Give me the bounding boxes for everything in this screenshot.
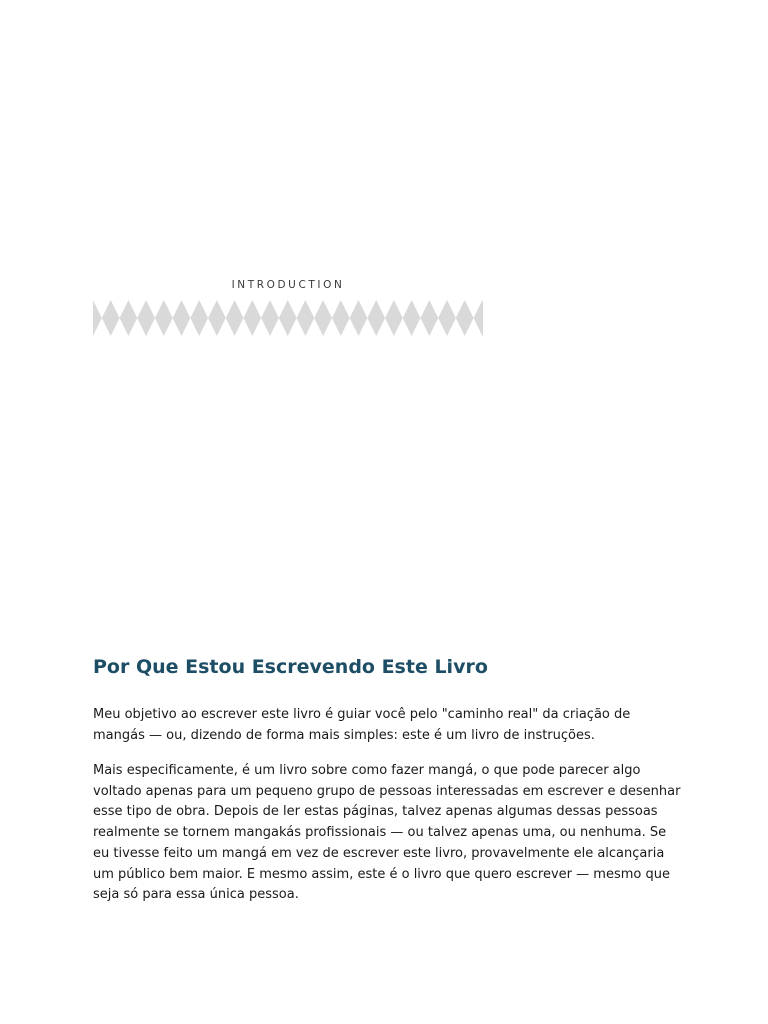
diamond-shape: [208, 300, 226, 336]
diamond-shape: [173, 300, 191, 336]
intro-paragraph-1: Meu objetivo ao escrever este livro é guiar você pelo "caminho real" da criação de mangás — ou, dizendo de forma mais simples: este é um livro de instruções.: [93, 707, 631, 743]
diamond-shape: [438, 300, 456, 336]
diamond-shape: [190, 300, 208, 336]
diamond-shape: [279, 300, 297, 336]
diamond-shape: [314, 300, 332, 336]
section-title: Por Que Estou Escrevendo Este Livro: [93, 656, 488, 678]
diamond-shape: [155, 300, 173, 336]
diamond-shape: [93, 300, 102, 336]
diamond-shape: [120, 300, 138, 336]
diamond-shape: [137, 300, 155, 336]
diamond-shape: [367, 300, 385, 336]
diamond-shape: [226, 300, 244, 336]
diamond-shape: [456, 300, 474, 336]
diamond-shape: [102, 300, 120, 336]
diamond-shape: [385, 300, 403, 336]
diamond-shape: [474, 300, 483, 336]
diamond-shape: [350, 300, 368, 336]
diamond-shape: [243, 300, 261, 336]
diamond-shape: [261, 300, 279, 336]
intro-paragraph-2: Mais especificamente, é um livro sobre como fazer mangá, o que pode parecer algo voltado apenas para um pequeno grupo de pessoas interessadas em escrever e desenhar esse tipo de obra. Depois de ler estas páginas, talvez apenas algumas dessas pessoas realmente se tornem mangakás profissionais — ou talvez apenas uma, ou nenhuma. Se eu tivesse feito um mangá em vez de escrever este livro, provavelmente ele alcançaria um público bem maior. E mesmo assim, este é o livro que quero escrever — mesmo que seja só para essa única pessoa.: [93, 763, 681, 903]
chapter-label: INTRODUCTION: [231, 279, 345, 291]
diamond-shape: [420, 300, 438, 336]
diamond-band-ornament: [93, 300, 483, 336]
diamond-shape: [297, 300, 315, 336]
diamond-shape: [403, 300, 421, 336]
diamond-shape: [332, 300, 350, 336]
